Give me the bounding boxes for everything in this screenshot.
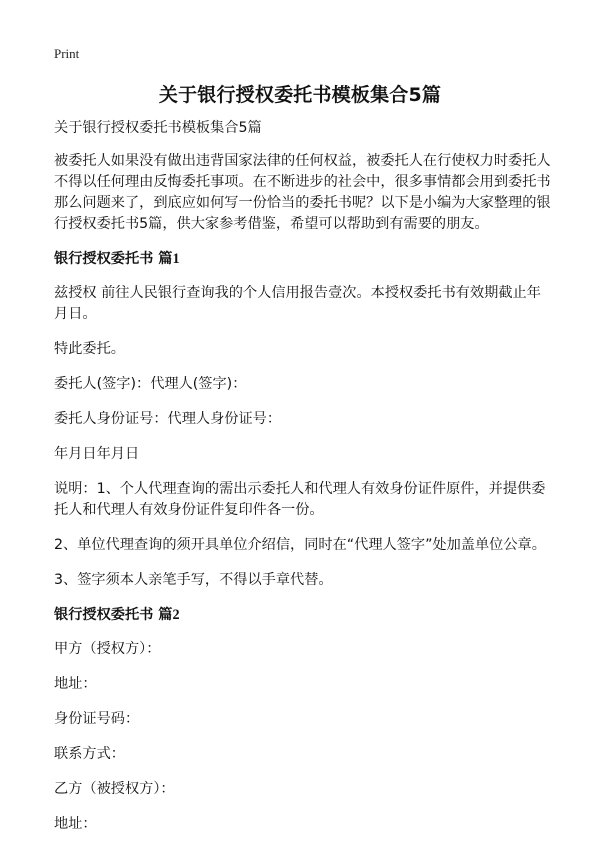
document-subtitle: 关于银行授权委托书模板集合5篇	[54, 120, 262, 136]
section2-paragraph: 身份证号码：	[54, 711, 140, 727]
section2-paragraph: 甲方（授权方）：	[54, 641, 161, 657]
section1-paragraph: 委托人身份证号：代理人身份证号：	[54, 411, 282, 427]
section1-paragraph: 年月日年月日	[54, 446, 140, 462]
section1-paragraph: 兹授权 前往人民银行查询我的个人信用报告壹次。本授权委托书有效期截止年月日。	[54, 285, 541, 322]
section1-paragraph: 特此委托。	[54, 341, 125, 357]
section1-paragraph: 委托人(签字)：代理人(签字)：	[54, 376, 247, 392]
section1-paragraph: 说明：1、个人代理查询的需出示委托人和代理人有效身份证件原件，并提供委托人和代理人有效身份证件复印件各一份。	[54, 481, 546, 518]
section1-paragraph: 2、单位代理查询的须开具单位介绍信，同时在“代理人签字”处加盖单位公章。	[54, 537, 546, 553]
intro-paragraph: 被委托人如果没有做出违背国家法律的任何权益，被委托人在行使权力时委托人不得以任何理由反悔委托事项。在不断进步的社会中，很多事情都会用到委托书那么问题来了，到底应如何写一份恰当的委托书呢？以下是小编为大家整理的银行授权委托书5篇，供大家参考借鉴，希望可以帮助到有需要的朋友。	[54, 153, 551, 232]
section-heading-text: 银行授权委托书 篇	[54, 607, 173, 623]
section-heading-1	[54, 249, 554, 270]
section1-paragraph: 3、签字须本人亲笔手写，不得以手章代替。	[54, 572, 333, 588]
print-link[interactable]: Print	[54, 46, 80, 61]
section-heading-text: 银行授权委托书 篇	[54, 251, 173, 267]
section2-paragraph: 地址：	[54, 816, 97, 832]
section2-paragraph: 乙方（被授权方）：	[54, 781, 175, 797]
document-body	[54, 118, 554, 849]
section-heading-number: 1	[172, 251, 180, 267]
section2-paragraph: 联系方式：	[54, 746, 125, 762]
section-heading-2	[54, 605, 554, 626]
section2-paragraph: 地址：	[54, 676, 97, 692]
document-title: 关于银行授权委托书模板集合5篇	[158, 84, 442, 106]
section-heading-number: 2	[172, 607, 180, 623]
